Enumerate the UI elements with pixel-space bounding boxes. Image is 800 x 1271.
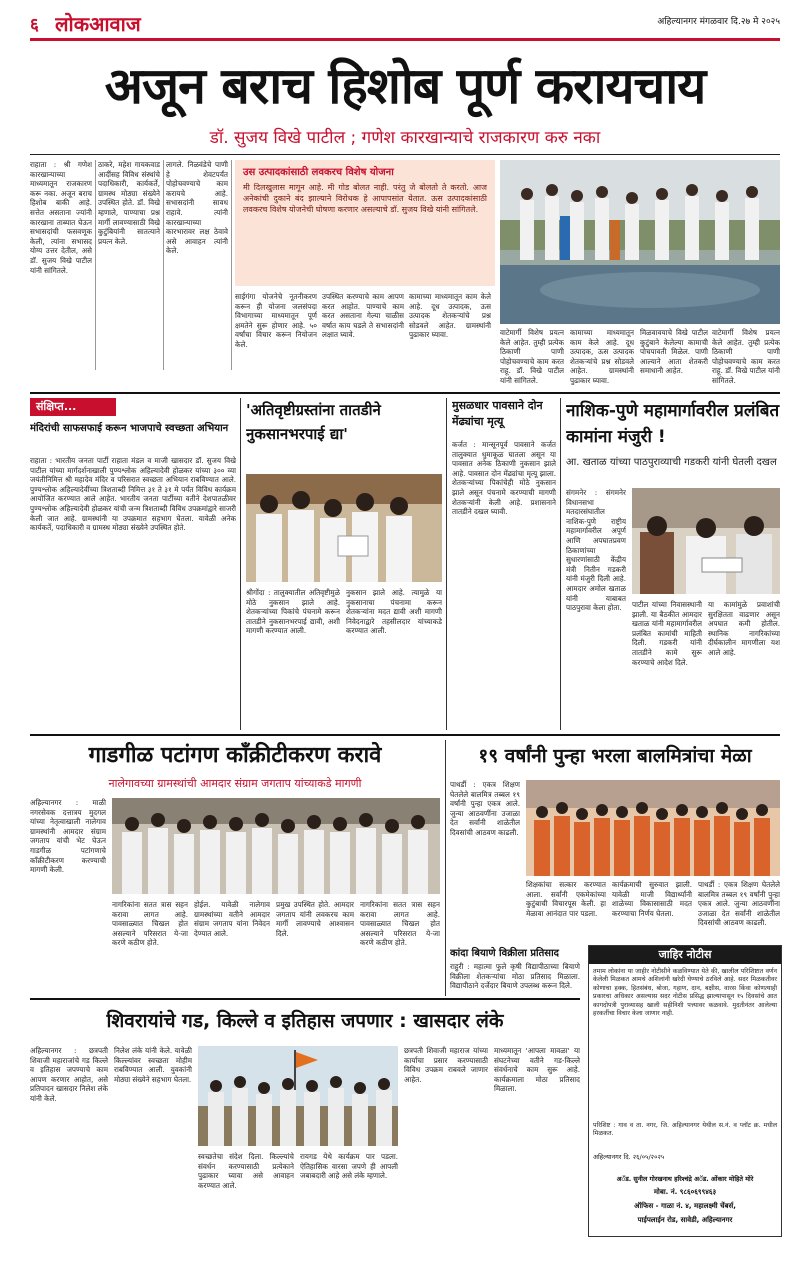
brief-box xyxy=(30,398,236,730)
gadgil-column-2: नागरिकांना सतत त्रास सहन करावा लागत आहे. पावसाळ्यात चिखल होत असल्याने परिसरात ये-जा करणे कठीण होते. xyxy=(112,900,188,948)
lead-photo xyxy=(500,160,780,324)
page-number: ६ xyxy=(30,15,39,34)
lead-column-8: कामाच्या माध्यमातून काम केले आहे. दूध उत्पादक, ऊस उत्पादक शेतकऱ्यांचे प्रश्न सोडवले आहेत. ग्रामस्थांनी पुढाकार घ्यावा. xyxy=(570,328,634,385)
gadgil-column-5: नागरिकांना सतत त्रास सहन करावा लागत आहे. पावसाळ्यात चिखल होत असल्याने परिसरात ये-जा करणे कठीण होते. xyxy=(360,900,440,948)
masthead-rule xyxy=(30,38,780,41)
reunion-column-1: पाथर्डी : एकत्र शिक्षण घेतलेले बालमित्र तब्बल १९ वर्षांनी पुन्हा एकत्र आले. जुन्या आठवणींना उजाळा देत सर्वांनी शाळेतील दिवसांची आठवण काढली. xyxy=(450,780,520,837)
lead-headline: अजून बराच हिशोब पूर्ण करायचाय xyxy=(104,56,706,115)
lead-column-9: मिळवावयाचे विखे पाटील कुटुंबाने केलेल्या कामाची पोचपावती मिळेल. पाणी आल्याने आता शेतकरी समाधानी आहेत. xyxy=(640,328,708,376)
lead-column-10: वाटेमार्गी विशेष प्रयत्न केले आहेत. तुम्ही प्रत्येक ठिकाणी पाणी पोहोचवण्याचे काम करत राहू. डॉ. विखे पाटील यांनी सांगितले. xyxy=(712,328,780,385)
notice-title: जाहिर नोटीस xyxy=(589,946,781,964)
forts-column-5: छत्रपती शिवाजी महाराज यांच्या कार्याचा प्रसार करण्यासाठी विविध उपक्रम राबवले जाणार आहेत. xyxy=(404,1046,488,1084)
lead-column-6: कामाच्या माध्यमातून काम केले आहे. दूध उत्पादक, ऊस उत्पादक शेतकऱ्यांचे प्रश्न सोडवले आहेत. ग्रामस्थांनी पुढाकार घ्यावा. xyxy=(409,292,491,340)
relief-column-1: श्रीगोंदा : तालुक्यातील अतिवृष्टीमुळे मोठे नुकसान झाले आहे. शेतकऱ्यांच्या पिकांचे पंचनामे करून तातडीने नुकसानभरपाई द्यावी, अशी मागणी करण्यात आली. xyxy=(246,588,340,636)
gadgil-column-1: अहिल्यानगर : माळी नगरसेवक दत्तात्रय मुदगल यांच्या नेतृत्वाखाली नालेगाव ग्रामस्थांनी आमदार संग्राम जगताप यांची भेट घेऊन गाडगीळ पटांगणाचे कॉंक्रीटीकरण करण्याची मागणी केली. xyxy=(30,798,106,875)
reunion-title: १९ वर्षांनी पुन्हा भरला बालमित्रांचा मेळा xyxy=(478,745,752,767)
forts-column-2: निलेश लंके यांनी केले. यावेळी किल्ल्यांवर स्वच्छता मोहीम राबविण्यात आली. युवकांनी मोठ्या संख्येने सहभाग घेतला. xyxy=(114,1046,192,1084)
highway-column-3: या कामांमुळे प्रवाशांची सुरक्षितता वाढणार असून अपघात कमी होतील. स्थानिक नागरिकांच्या दीर्घकालीन मागणीला यश आले आहे. xyxy=(708,600,780,657)
public-notice xyxy=(588,945,782,1237)
forts-column-6: माध्यमातून 'आपला मावळा' या संघटनेच्या वतीने गड-किल्ले संवर्धनाचे काम सुरू आहे. कार्यक्रमाला मोठा प्रतिसाद मिळाला. xyxy=(494,1046,580,1094)
gadgil-title: गाडगीळ पटांगण कॉंक्रीटीकरण करावे xyxy=(88,743,382,768)
notice-address-1: ऑफिस - गाळा नं. ४, महालक्ष्मी चेंबर्स, xyxy=(634,1202,736,1210)
forts-title: शिवरायांचे गड, किल्ले व इतिहास जपणार : खासदार लंके xyxy=(106,1010,504,1032)
highway-title: नाशिक-पुणे महामार्गावरील प्रलंबित कामांना मंजुरी ! xyxy=(566,401,780,447)
relief-column-2: नुकसान झाले आहे. त्यामुळे या नुकसानाचा पंचनामा करून शेतकऱ्यांना मदत द्यावी अशी मागणी निवेदनाद्वारे तहसीलदार यांच्याकडे करण्यात आली. xyxy=(346,588,442,636)
forts-photo xyxy=(198,1046,398,1146)
forts-column-1: अहिल्यानगर : छत्रपती शिवाजी महाराजांचे गड किल्ले व इतिहास जपण्याचे काम आपण करणार आहोत, असे प्रतिपादन खासदार निलेश लंके यांनी केले. xyxy=(30,1046,108,1103)
lead-column-2: ठाकरे, महेश गायकवाड आदींसह विविध संस्थांचे पदाधिकारी, कार्यकर्ते, ग्रामस्थ मोठ्या संख्येने उपस्थित होते. डॉ. विखे म्हणाले, पाण्याचा प्रश्न मार्गी लावण्यासाठी विखे कुटुंबियांनी सातत्याने प्रयत्न केले. xyxy=(98,160,160,246)
gadgil-subhead: नालेगावच्या ग्रामस्थांची आमदार संग्राम जगताप यांच्याकडे मागणी xyxy=(108,777,362,790)
gadgil-photo xyxy=(112,798,440,894)
highlight-box-title: उस उत्पादकांसाठी लवकरच विशेष योजना xyxy=(243,167,394,178)
notice-date: अहिल्यानगर दि. २६/०५/२०२५ xyxy=(593,1153,665,1161)
onion-text: राहुरी : महात्मा फुले कृषी विद्यापीठाच्या बियाणे विक्रीला शेतकऱ्यांचा मोठा प्रतिसाद मिळाला. विद्यापीठाने दर्जेदार बियाणे उपलब्ध करून दिले. xyxy=(450,962,580,991)
lead-subhead: डॉ. सुजय विखे पाटील ; गणेश कारखान्याचे राजकारण करु नका xyxy=(209,128,601,148)
rain-title: मुसळधार पावसाने दोन मेंढ्यांचा मृत्यू xyxy=(452,399,543,428)
notice-schedule: परिशिष्ट : गाव व ता. नगर, जि. अहिल्यानगर येथील स.नं. व प्लॉट क्र. मधील मिळकत. xyxy=(593,1122,777,1138)
notice-signatories: अॅड. सुनील गोरखनाथ हरिश्चंद्रे अॅड. ओंकार मोहिते मोरे xyxy=(616,1175,754,1183)
lead-column-5: उपस्थित करण्याचे काम आपण करत आहोत. पाण्याचे काम करत असताना गेल्या चाळीस वर्षात काय घडले ते सभासदांनी लक्षात घ्यावे. xyxy=(322,292,404,340)
highway-subhead: आ. खताळ यांच्या पाठपुराव्याची गडकरी यांनी घेतली दखल xyxy=(566,457,777,468)
lead-column-7: वाटेमार्गी विशेष प्रयत्न केले आहेत. तुम्ही प्रत्येक ठिकाणी पाणी पोहोचवण्याचे काम करत राहू. डॉ. विखे पाटील यांनी सांगितले. xyxy=(500,328,564,385)
brief-text: राहाता : भारतीय जनता पार्टी राहाता मंडल व माजी खासदार डॉ. सुजय विखे पाटील यांच्या मार्गदर्शनाखाली पुण्यश्लोक अहिल्यादेवी होळकर यांच्या ३०० व्या जयंतीनिमित्त श्री महादेव मंदिर व परिसरात स्वच्छता अभियान राबविण्यात आले. पुण्यश्लोक अहिल्यादेवींच्या त्रिशताब्दी निमित्त ३१ ते ३१ मे पर्यंत विविध कार्यक्रम आयोजित करण्यात आले आहेत. भारतीय जनता पार्टीच्या वतीने देशपातळीवर पुण्यश्लोक अहिल्यादेवी होळकर यांची जन्म त्रिशताब्दी विविध उपक्रमांद्वारे साजरी केली जात आहे. ग्रामस्थांनी या उपक्रमात सहभाग घेतला. यावेळी अनेक कार्यकर्ते, पदाधिकारी व ग्रामस्थ मोठ्या संख्येने उपस्थित होते. xyxy=(30,456,236,533)
reunion-column-4: पाथर्डी : एकत्र शिक्षण घेतलेले बालमित्र तब्बल १९ वर्षांनी पुन्हा एकत्र आले. जुन्या आठवणींना उजाळा देत सर्वांनी शाळेतील दिवसांची आठवण काढली. xyxy=(698,880,780,928)
onion-title: कांदा बियाणे विक्रीला प्रतिसाद xyxy=(450,948,559,959)
lead-column-4: साईगंगा योजनेचे नूतनीकरण करून ही योजना जलसंपदा विभागाच्या माध्यमातून पूर्ण क्षमतेने सुरू होणार आहे. ५० वर्षांचा विचार करून नियोजन केले. xyxy=(235,292,317,349)
lead-column-3: लागले. निळवंडेचे पाणी हे शेवटपर्यंत पोहोचवण्याचे काम करायचे आहे. सभासदांनी सावध राहावे. त्यांनी कारखान्याच्या कारभारावर लक्ष ठेवावे असे आवाहन त्यांनी केले. xyxy=(166,160,228,256)
reunion-photo xyxy=(526,780,780,876)
gadgil-column-4: प्रमुख उपस्थित होते. आमदार जगताप यांनी लवकरच काम मार्गी लावण्याचे आश्वासन दिले. xyxy=(276,900,354,938)
highway-column-2: पाटील यांच्या निवासस्थानी झाली. या बैठकीत आमदार खताळ यांनी महामार्गावरील प्रलंबित कामांची माहिती दिली. गडकरी यांनी तातडीने कामे सुरू करण्याचे आदेश दिले. xyxy=(632,600,702,667)
rain-text: कर्जत : मान्सूनपूर्व पावसाने कर्जत तालुक्यात धुमाकूळ घातला असून या पावसात अनेक ठिकाणी नुकसान झाले आहे. पावसात दोन मेंढ्यांचा मृत्यू झाला. शेतकऱ्यांच्या पिकांचेही मोठे नुकसान झाले असून पंचनामे करण्याची मागणी शेतकऱ्यांनी केली आहे. प्रशासनाने तातडीने दखल घ्यावी. xyxy=(452,440,556,517)
masthead-dateline: अहिल्यानगर मंगळवार दि.२७ मे २०२५ xyxy=(657,17,780,27)
relief-photo xyxy=(246,474,442,582)
highway-column-1: संगमनेर : संगमनेर विधानसभा मतदारसंघातील नाशिक-पुणे राष्ट्रीय महामार्गावरील अपूर्ण आणि अपघातप्रवण ठिकाणांच्या सुधारणांसाठी केंद्रीय मंत्री नितीन गडकरी यांनी मंजुरी दिली आहे. आमदार अमोल खताळ यांनी याबाबत पाठपुरावा केला होता. xyxy=(566,488,626,613)
lead-column-1: राहाता : श्री गणेश कारखान्याच्या माध्यमातून राजकारण करू नका. अजून बराच हिशोब बाकी आहे. सत्तेत असताना ज्यांनी कारखाना ताब्यात घेऊन सभासदांची फसवणूक केली, त्यांना सभासद योग्य उत्तर देतील, असे डॉ. सुजय विखे पाटील यांनी सांगितले. xyxy=(30,160,92,275)
reunion-column-3: कार्यक्रमाची सुरुवात झाली. यावेळी माजी विद्यार्थ्यांनी शाळेच्या विकासासाठी मदत करण्याचा निर्णय घेतला. xyxy=(612,880,692,918)
highlight-box-text: मी दिलखुलास मागून आहे. मी गोड बोलत नाही. परंतु जे बोलतो ते करतो. आज अनेकांची दुकाने बंद झाल्याने विरोधक हे आपापसांत येतात. ऊस उत्पादकांसाठी लवकरच विशेष योजनेची घोषणा करणार असल्याचे डॉ. सुजय विखे यांनी सांगितले. xyxy=(243,183,487,214)
forts-column-4: रायगड येथे कार्यक्रम पार पडला. ऐतिहासिक वारसा जपणे ही आपली जबाबदारी आहे असे लंके म्हणाले. xyxy=(300,1152,398,1181)
relief-title: 'अतिवृष्टीग्रस्तांना तातडीने नुकसानभरपाई द्या' xyxy=(246,401,381,443)
reunion-column-2: शिक्षकांचा सत्कार करण्यात आला. सर्वांनी एकमेकांच्या कुटुंबाची विचारपूस केली. हा मेळावा आनंदात पार पडला. xyxy=(526,880,606,918)
brief-label: संक्षिप्त... xyxy=(30,398,116,416)
forts-column-3: स्वच्छतेचा संदेश दिला. किल्ल्यांचे संवर्धन करण्यासाठी प्रत्येकाने पुढाकार घ्यावा असे आवाहन करण्यात आले. xyxy=(198,1152,294,1190)
highway-photo xyxy=(632,488,780,594)
highlight-box xyxy=(235,160,495,286)
notice-phone: मोबा. नं. ९८६०६९९४६३ xyxy=(653,1188,717,1196)
notice-text: तमाम लोकांना या जाहीर नोटीसीने कळविण्यात येते की, खालील परिशिष्टात वर्णन केलेली मिळकत आमचे अशिलांनी खरेदी घेण्याचे ठरविले आहे. सदर मिळकतीवर कोणाचा हक्क, हितसंबंध, बोजा, गहाण, दान, बक्षीस, वारस किंवा कोणत्याही प्रकारचा अधिकार असल्यास सदर नोटीस प्रसिद्ध झाल्यापासून १५ दिवसांचे आत कागदोपत्री पुराव्यासह खाली सहीनिशी पत्त्यावर कळवावे. मुदतीनंतर आलेल्या हरकतींचा विचार केला जाणार नाही. xyxy=(593,968,777,1018)
brief-title: मंदिरांची साफसफाई करून भाजपाचे स्वच्छता अभियान xyxy=(30,423,229,434)
masthead-brand: लोकआवाज xyxy=(55,12,141,36)
gadgil-column-3: होईल. यावेळी नालेगाव ग्रामस्थांच्या वतीने आमदार संग्राम जगताप यांना निवेदन देण्यात आले. xyxy=(194,900,270,938)
notice-address-2: पाईपलाईन रोड, सावेडी, अहिल्यानगर xyxy=(637,1216,733,1224)
